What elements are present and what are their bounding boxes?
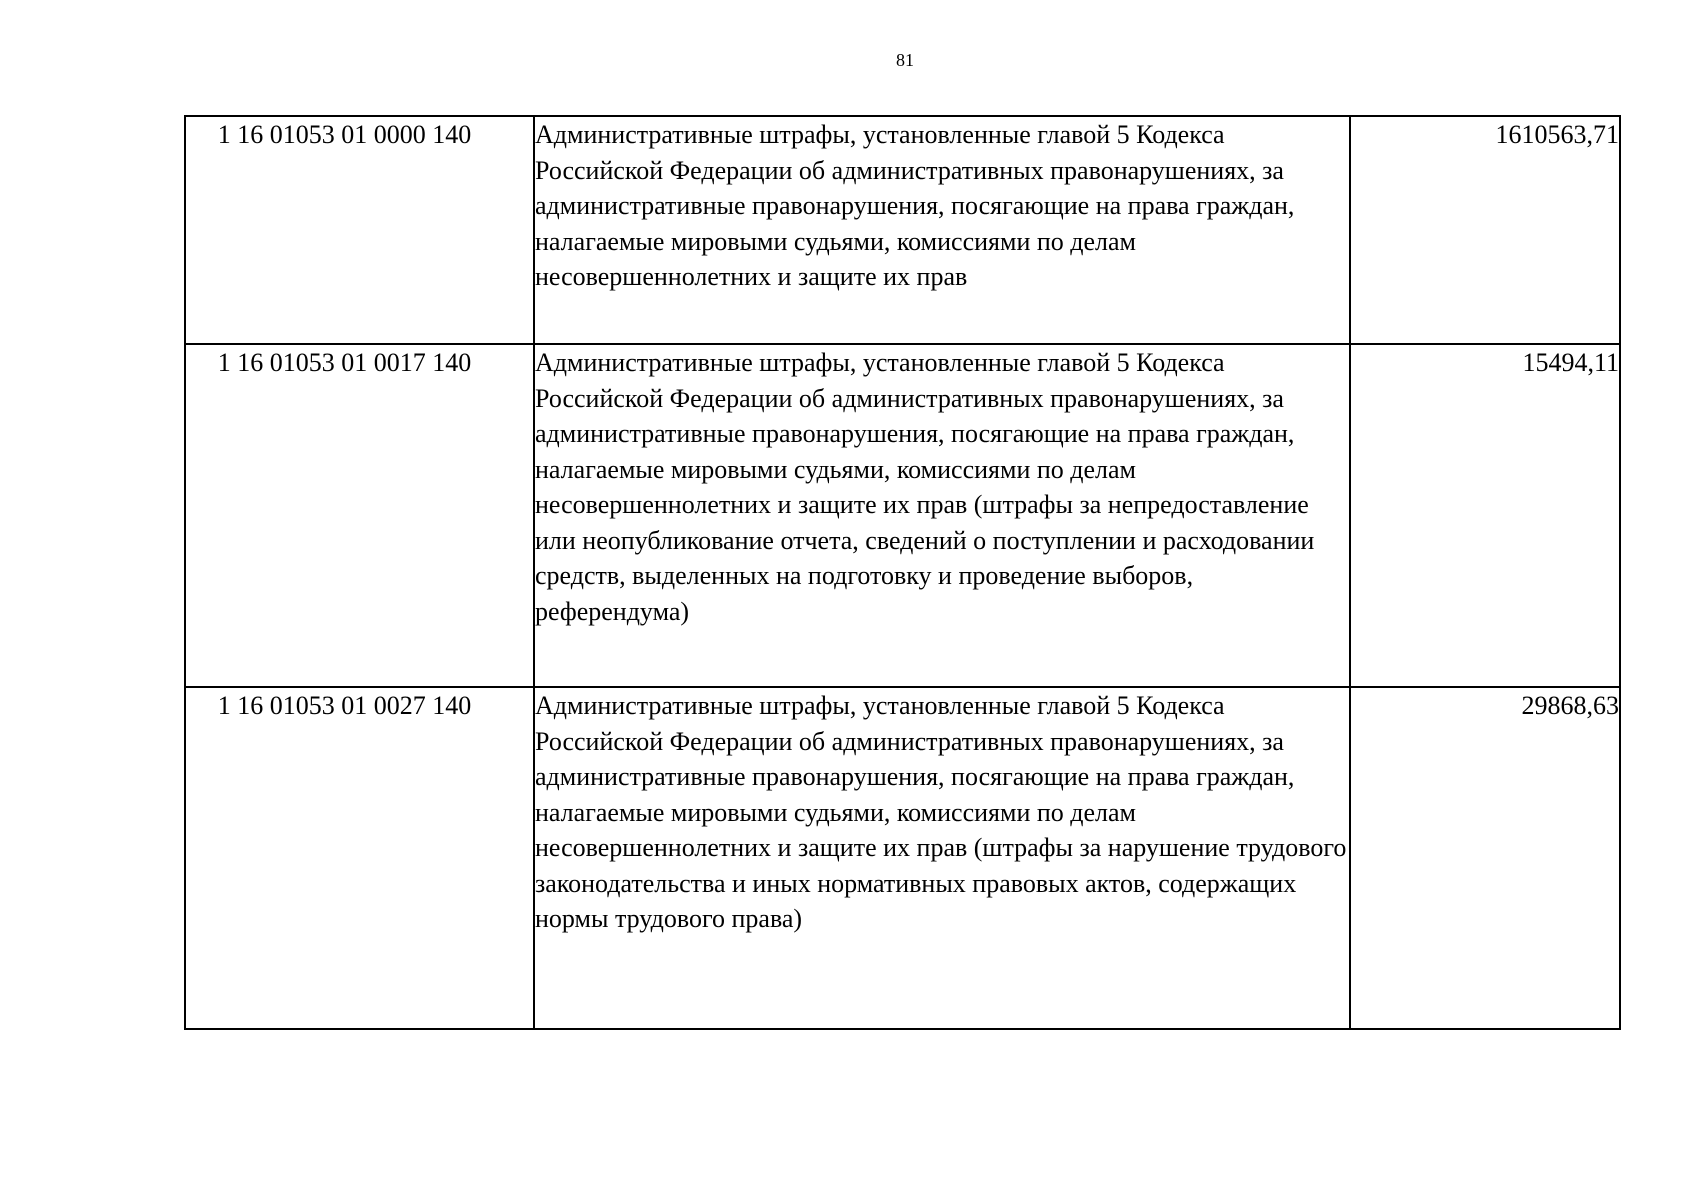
amount-cell: 1610563,71 bbox=[1350, 116, 1620, 344]
page-number: 81 bbox=[896, 50, 914, 70]
budget-code-cell bbox=[185, 116, 534, 344]
table-row bbox=[185, 116, 1620, 344]
revenue-table bbox=[184, 115, 1621, 1030]
budget-code: 1 16 01053 01 0027 140 bbox=[217, 691, 472, 720]
table-row bbox=[185, 687, 1620, 1029]
budget-code: 1 16 01053 01 0017 140 bbox=[217, 348, 472, 377]
table-row bbox=[185, 344, 1620, 687]
budget-code: 1 16 01053 01 0000 140 bbox=[217, 120, 472, 149]
description-cell: Административные штрафы, установленные главой 5 Кодекса Российской Федерации об административных правонарушениях, за административные правонарушения, посягающие на права граждан, налагаемые мировыми судьями, комиссиями по делам несовершеннолетних и защите их прав bbox=[534, 116, 1350, 344]
budget-code-cell bbox=[185, 344, 534, 687]
description-cell: Административные штрафы, установленные главой 5 Кодекса Российской Федерации об административных правонарушениях, за административные правонарушения, посягающие на права граждан, налагаемые мировыми судьями, комиссиями по делам несовершеннолетних и защите их прав (штрафы за непредоставление или неопубликование отчета, сведений о поступлении и расходовании средств, выделенных на подготовку и проведение выборов, референдума) bbox=[534, 344, 1350, 687]
budget-code-cell bbox=[185, 687, 534, 1029]
amount-cell: 29868,63 bbox=[1350, 687, 1620, 1029]
amount-cell: 15494,11 bbox=[1350, 344, 1620, 687]
description-cell: Административные штрафы, установленные главой 5 Кодекса Российской Федерации об административных правонарушениях, за административные правонарушения, посягающие на права граждан, налагаемые мировыми судьями, комиссиями по делам несовершеннолетних и защите их прав (штрафы за нарушение трудового законодательства и иных нормативных правовых актов, содержащих нормы трудового права) bbox=[534, 687, 1350, 1029]
